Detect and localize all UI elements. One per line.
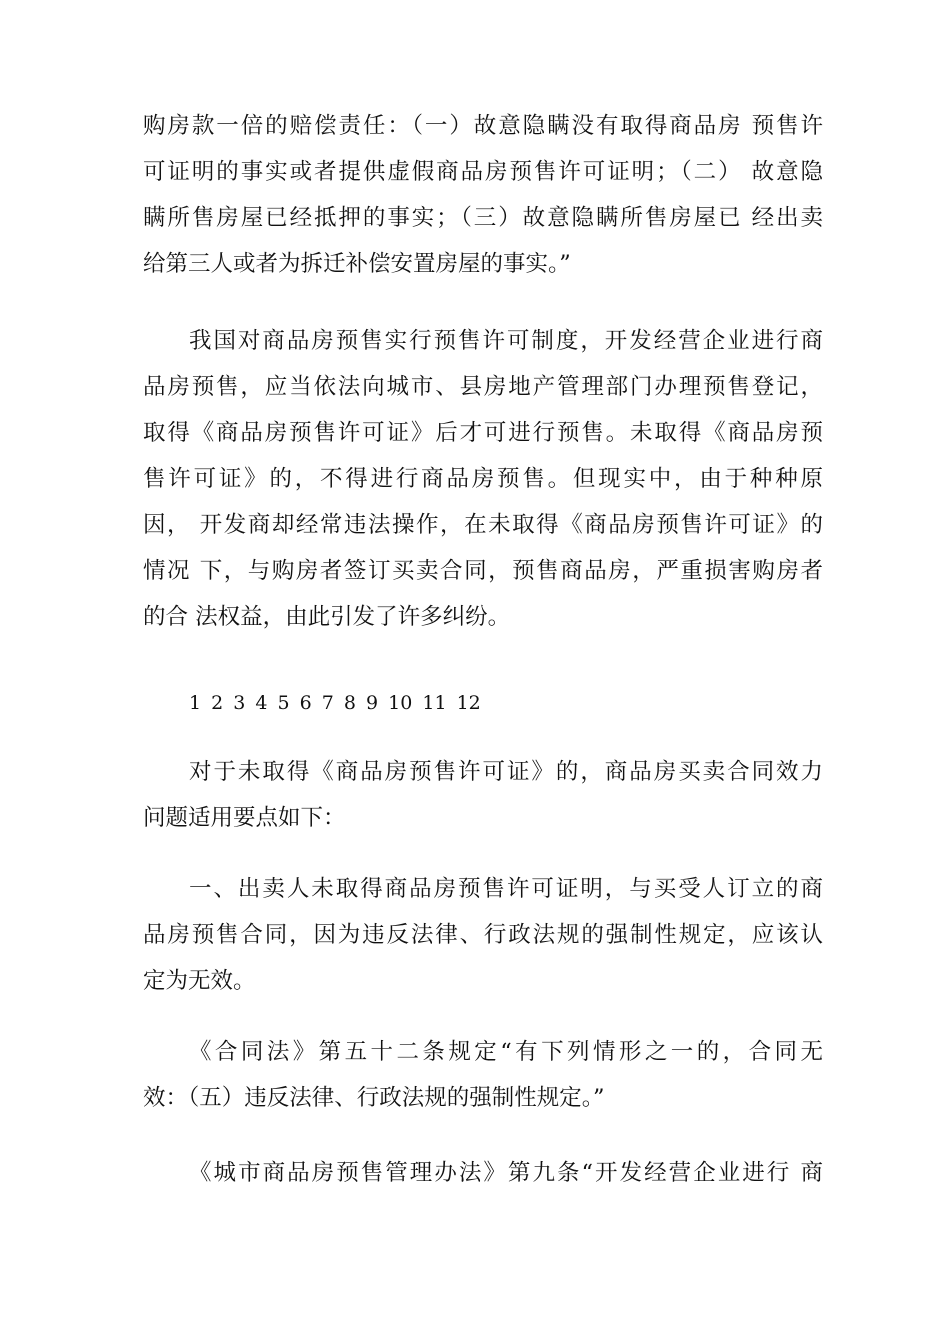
paragraph-2-line-3: 取得《商品房预售许可证》后才可进行预售。未取得《商品房预 — [143, 420, 823, 446]
paragraph-2-line-7: 的合 法权益，由此引发了许多纠纷。 — [143, 604, 511, 630]
paragraph-1-line-1: 购房款一倍的赔偿责任：（一）故意隐瞒没有取得商品房 预售许 — [143, 113, 823, 139]
paragraph-1-line-3: 瞒所售房屋已经抵押的事实；（三）故意隐瞒所售房屋已 经出卖 — [143, 205, 823, 231]
paragraph-4-line-2: 问题适用要点如下： — [143, 805, 346, 831]
paragraph-5-line-1: 一、出卖人未取得商品房预售许可证明，与买受人订立的商 — [189, 876, 823, 902]
page-number-list: 1 2 3 4 5 6 7 8 9 10 11 12 — [189, 692, 481, 714]
paragraph-2-line-5: 因， 开发商却经常违法操作，在未取得《商品房预售许可证》的 — [143, 512, 823, 538]
paragraph-5-line-3: 定为无效。 — [143, 968, 256, 994]
paragraph-1-line-2: 可证明的事实或者提供虚假商品房预售许可证明；（二） 故意隐 — [143, 159, 823, 185]
paragraph-2-line-1: 我国对商品房预售实行预售许可制度，开发经营企业进行商 — [189, 328, 823, 354]
paragraph-5-line-2: 品房预售合同，因为违反法律、行政法规的强制性规定，应该认 — [143, 922, 823, 948]
paragraph-2-line-2: 品房预售，应当依法向城市、县房地产管理部门办理预售登记， — [143, 374, 823, 400]
paragraph-7-line-1: 《城市商品房预售管理办法》第九条“开发经营企业进行 商 — [189, 1160, 823, 1186]
paragraph-2-line-4: 售许可证》的，不得进行商品房预售。但现实中，由于种种原 — [143, 466, 823, 492]
paragraph-2-line-6: 情况 下，与购房者签订买卖合同，预售商品房，严重损害购房者 — [143, 558, 823, 584]
paragraph-4-line-1: 对于未取得《商品房预售许可证》的，商品房买卖合同效力 — [189, 759, 823, 785]
paragraph-1-line-4: 给第三人或者为拆迁补偿安置房屋的事实。” — [143, 251, 571, 277]
paragraph-6-line-2: 效：（五）违反法律、行政法规的强制性规定。” — [143, 1085, 605, 1111]
paragraph-6-line-1: 《合同法》第五十二条规定“有下列情形之一的，合同无 — [189, 1039, 823, 1065]
